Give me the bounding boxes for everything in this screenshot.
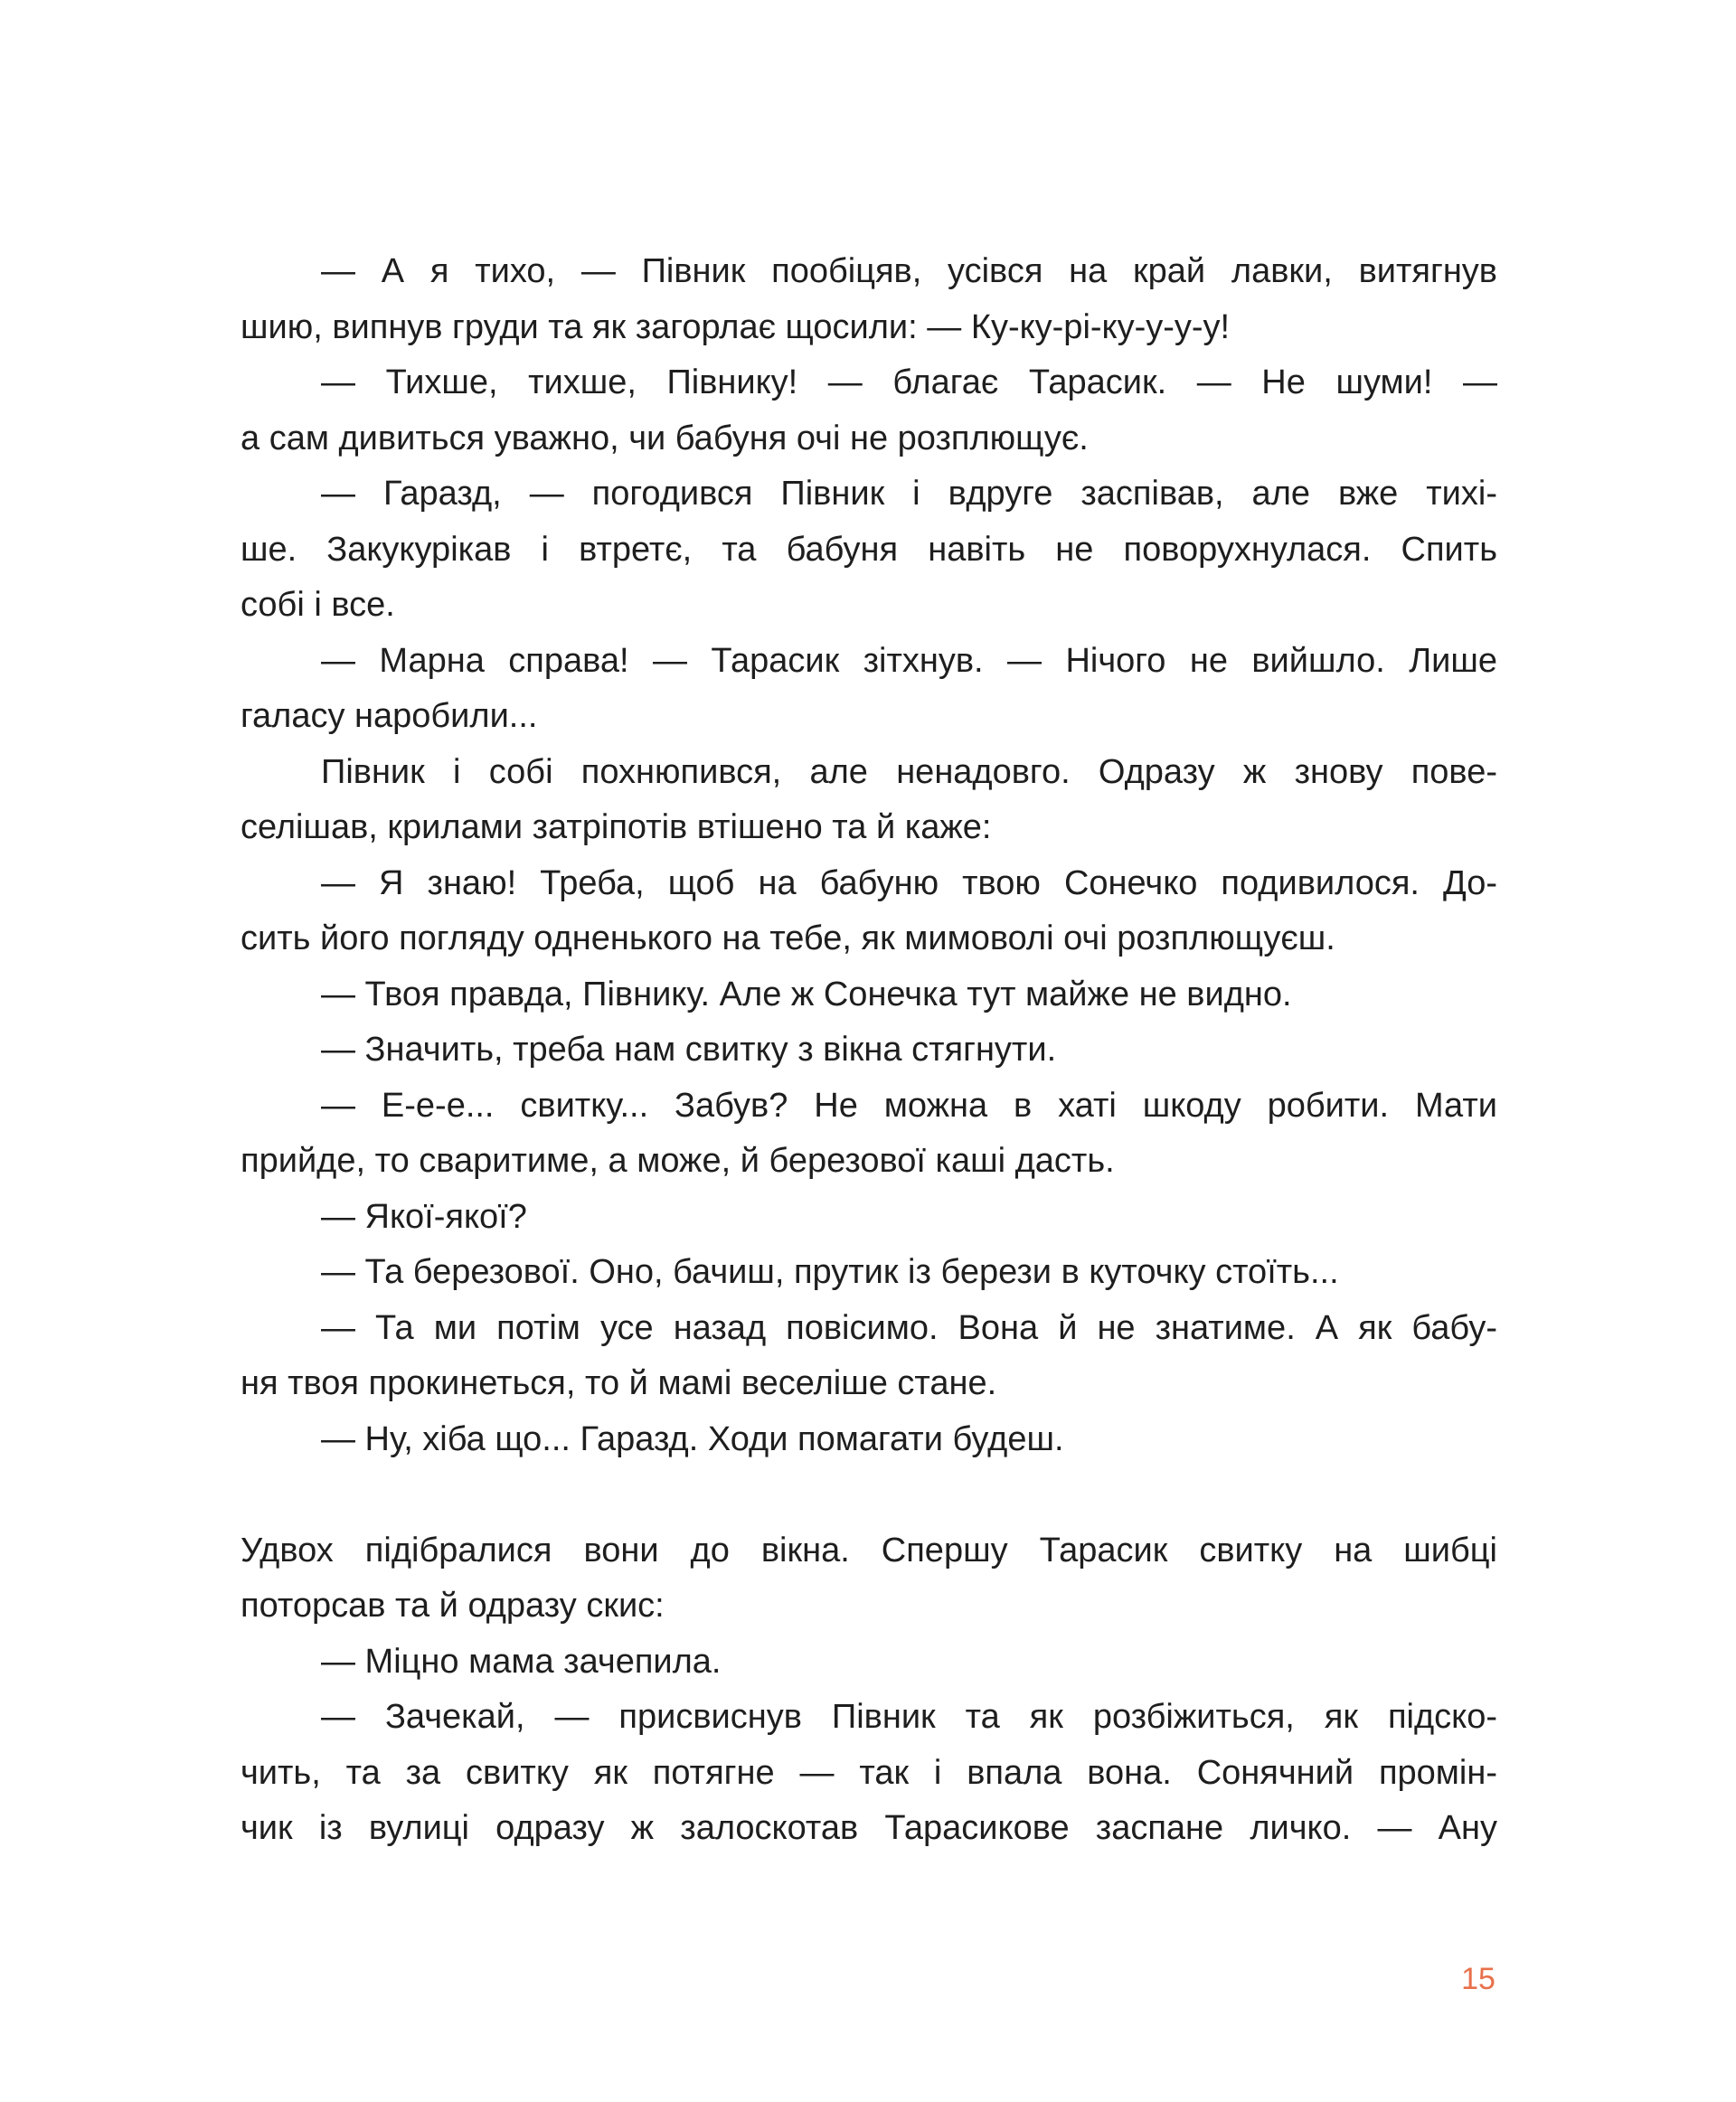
- paragraph: [241, 467, 1497, 634]
- text-line: шию, випнув груди та як загорлає щосили: — Ку-ку-рі-ку-у-у-у!: [241, 307, 1231, 346]
- text-line: селішав, крилами затріпотів втішено та й каже:: [241, 808, 992, 846]
- paragraph: [241, 1245, 1497, 1301]
- text-line: — Марна справа! — Тарасик зітхнув. — Нічого не вийшло. Лише: [321, 641, 1497, 680]
- text-line: — Міцно мама зачепила.: [321, 1642, 722, 1681]
- paragraph: [241, 1023, 1497, 1079]
- text-line: галасу наробили...: [241, 697, 538, 735]
- paragraph: [241, 1079, 1497, 1190]
- text-line: — Зачекай, — присвиснув Півник та як розбіжиться, як підско-: [321, 1698, 1497, 1736]
- paragraph: [241, 1412, 1497, 1468]
- text-line: чить, та за свитку як потягне — так і впала вона. Сонячний промін-: [241, 1753, 1497, 1792]
- paragraph: [241, 634, 1497, 745]
- text-line: Півник і собі похнюпився, але ненадовго. Одразу ж знову пове-: [321, 752, 1497, 791]
- text-line: — А я тихо, — Півник пообіцяв, усівся на край лавки, витягнув: [321, 252, 1497, 290]
- text-line: — Гаразд, — погодився Півник і вдруге заспівав, але вже тихі-: [321, 475, 1497, 513]
- text-line: Удвох підібралися вони до вікна. Спершу Тарасик свитку на шибці: [241, 1531, 1497, 1569]
- page-number: 15: [1461, 1962, 1495, 1996]
- text-line: ня твоя прокинеться, то й мамі веселіше стане.: [241, 1364, 997, 1402]
- text-line: собі і все.: [241, 586, 395, 624]
- page-body-text: [241, 244, 1497, 1857]
- paragraph: [241, 856, 1497, 967]
- text-line: прийде, то сваритиме, а може, й березової каші дасть.: [241, 1142, 1115, 1180]
- text-line: сить його погляду одненького на тебе, як мимоволі очі розплющуєш.: [241, 919, 1335, 957]
- text-line: — Та ми потім усе назад повісимо. Вона й не знатиме. А як бабу-: [321, 1308, 1497, 1347]
- text-line: — Твоя правда, Півнику. Але ж Сонечка тут майже не видно.: [321, 975, 1292, 1013]
- text-line: а сам дивиться уважно, чи бабуня очі не розплющує.: [241, 419, 1089, 457]
- text-line: — Значить, треба нам свитку з вікна стягнути.: [321, 1031, 1057, 1069]
- text-line: — Та березової. Оно, бачиш, прутик із берези в куточку стоїть...: [321, 1253, 1339, 1291]
- text-line: поторсав та й одразу скис:: [241, 1587, 665, 1625]
- section-break: [241, 1467, 1497, 1523]
- text-line: ше. Закукурікав і втретє, та бабуня навіть не поворухнулася. Спить: [241, 530, 1497, 569]
- paragraph: [241, 967, 1497, 1023]
- paragraph: [241, 244, 1497, 355]
- paragraph: [241, 1523, 1497, 1635]
- paragraph: [241, 1635, 1497, 1691]
- text-line: — Я знаю! Треба, щоб на бабуню твою Сонечко подивилося. До-: [321, 863, 1497, 902]
- text-line: — Е-е-е... свитку... Забув? Не можна в хаті шкоду робити. Мати: [321, 1086, 1497, 1125]
- paragraph: [241, 1690, 1497, 1857]
- text-line: чик із вулиці одразу ж залоскотав Тарасикове заспане личко. — Ану: [241, 1809, 1497, 1847]
- text-line: — Тихше, тихше, Півнику! — благає Тарасик. — Не шуми! —: [321, 363, 1497, 401]
- paragraph: [241, 355, 1497, 467]
- paragraph: [241, 1190, 1497, 1246]
- paragraph: [241, 745, 1497, 856]
- text-line: — Ну, хіба що... Гаразд. Ходи помагати будеш.: [321, 1419, 1064, 1458]
- text-line: — Якої-якої?: [321, 1197, 527, 1236]
- paragraph: [241, 1301, 1497, 1412]
